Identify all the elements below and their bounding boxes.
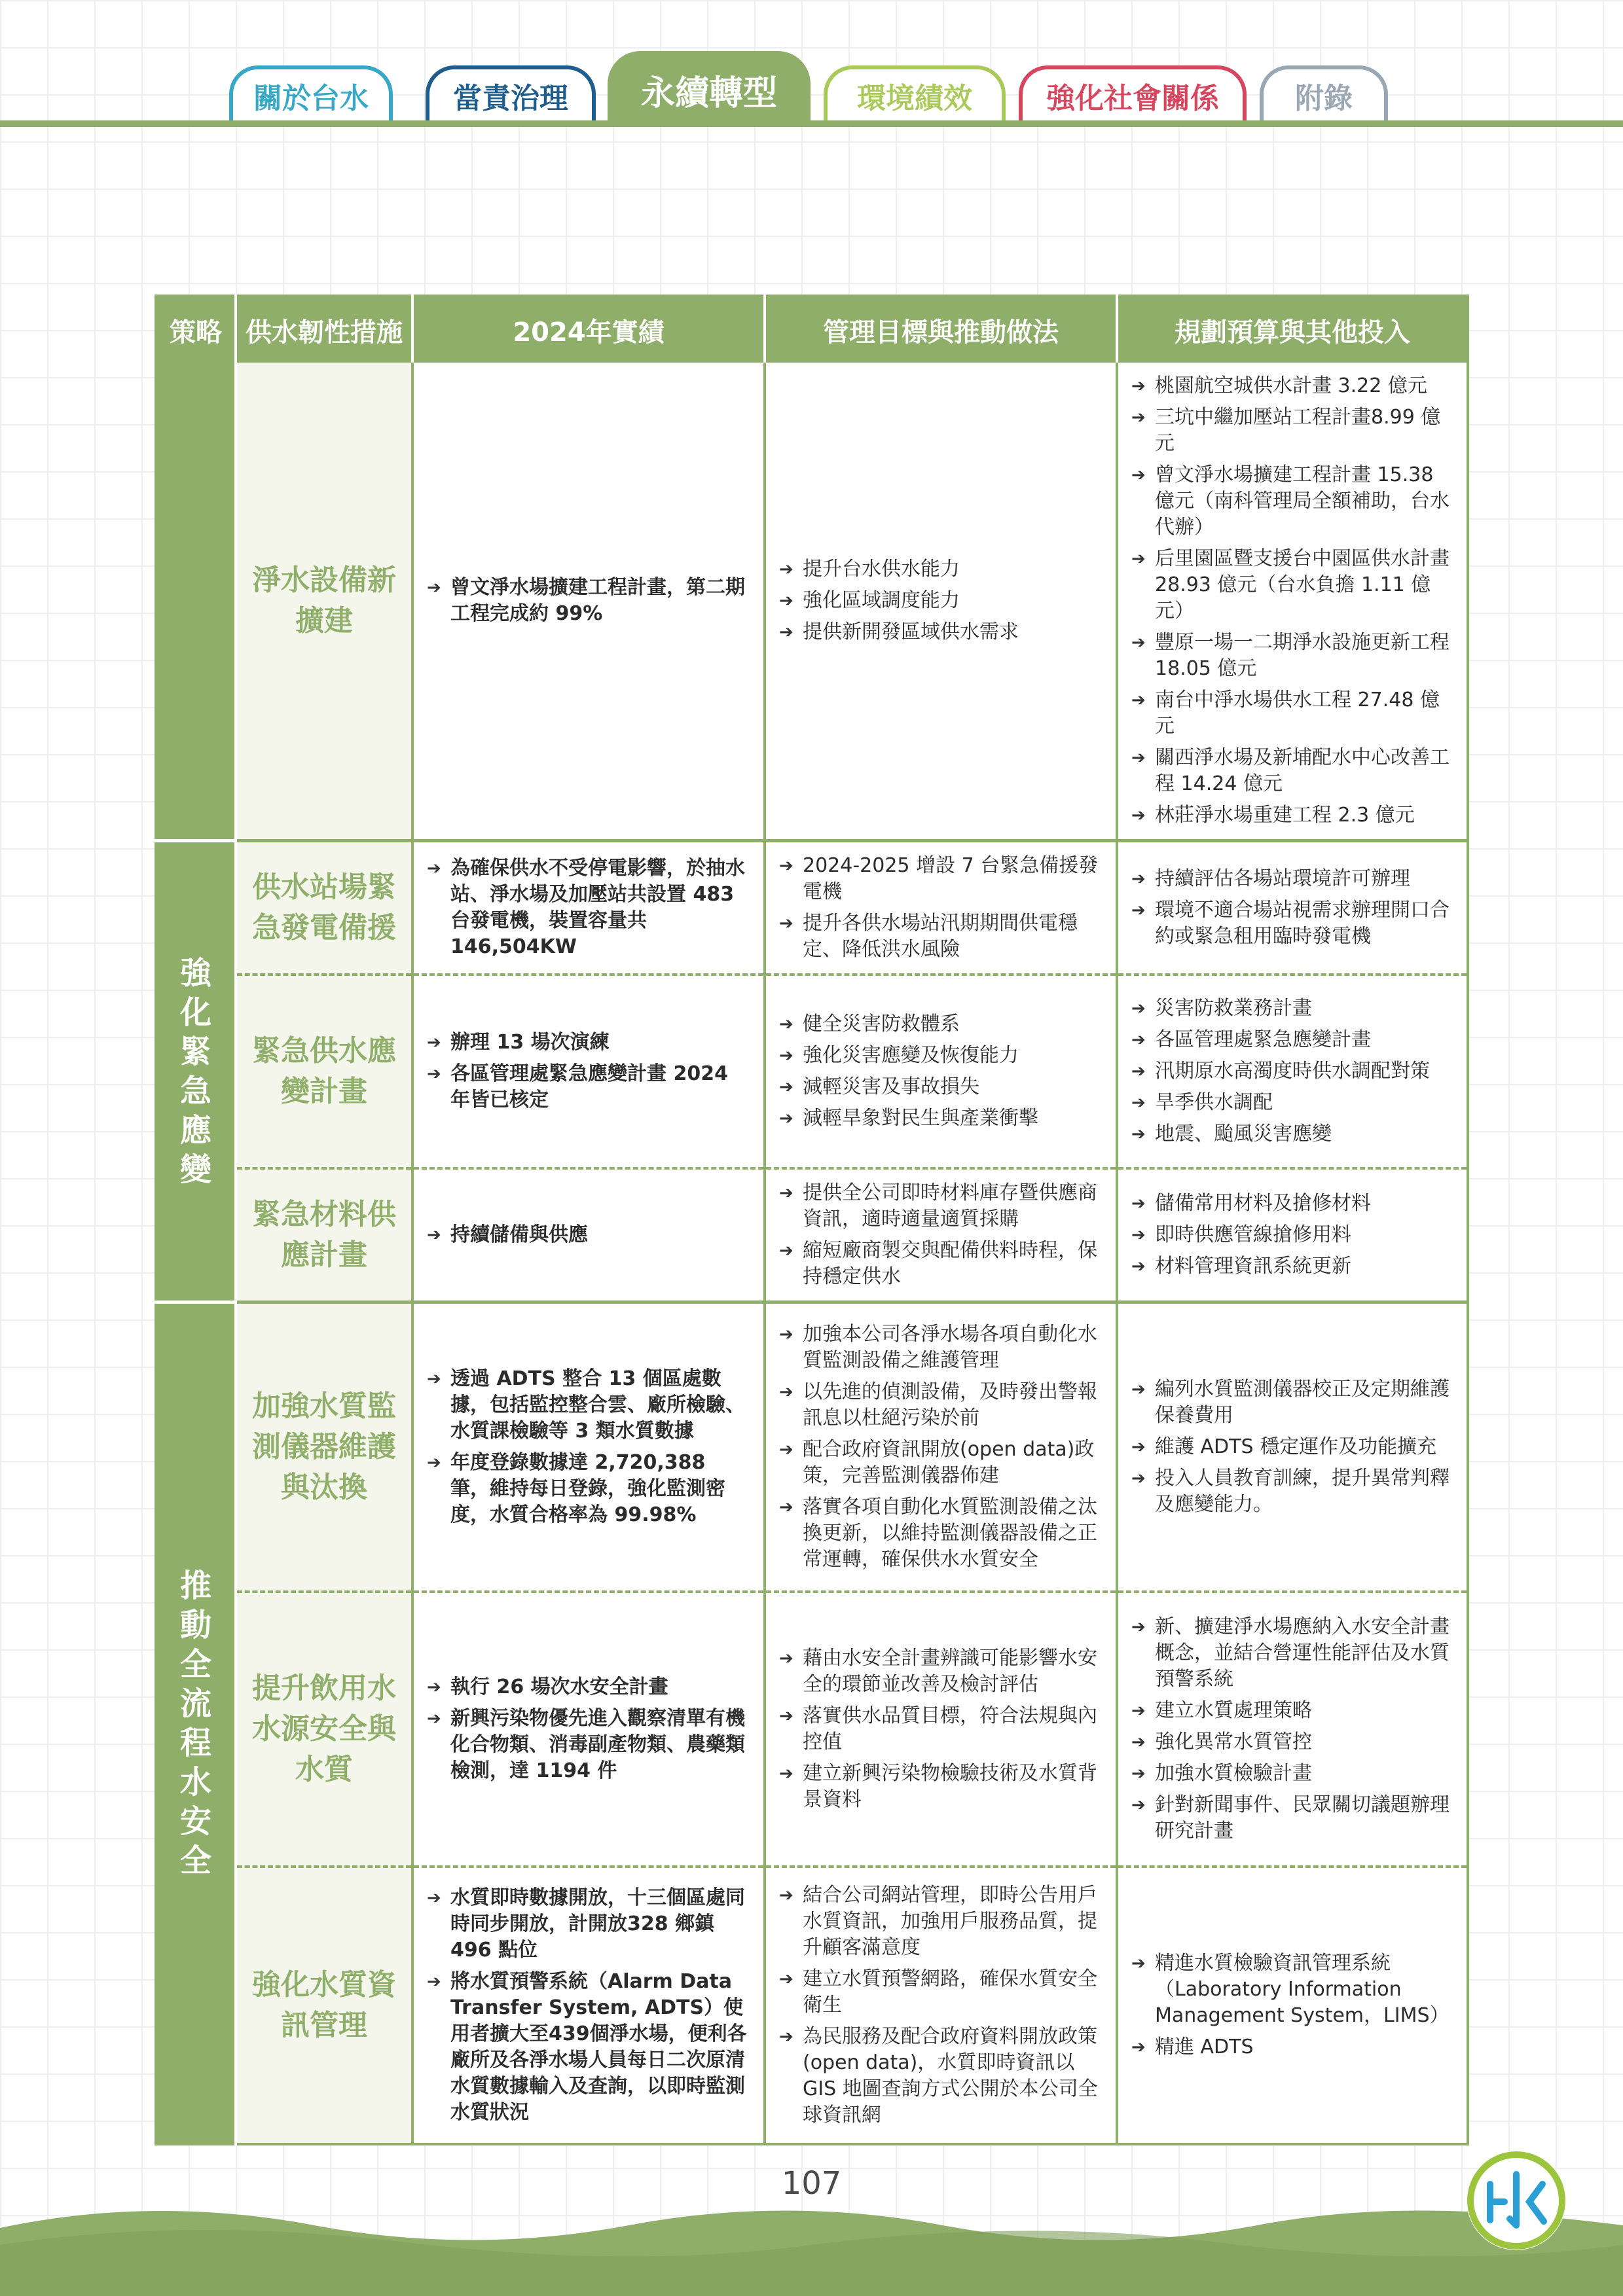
list-item: ➔ 加強本公司各淨水場各項自動化水質監測設備之維護管理	[779, 1321, 1101, 1374]
list-item: ➔ 為民服務及配合政府資料開放政策(open data)，水質即時資訊以 GIS 地圖查詢方式公開於本公司全球資訊網	[779, 2024, 1101, 2128]
goals-cell	[765, 841, 1117, 975]
results-cell	[412, 841, 765, 975]
list-item: ➔ 新、擴建淨水場應納入水安全計畫概念，並結合營運性能評估及水質預警系統	[1131, 1614, 1452, 1693]
goals-list	[779, 1011, 1101, 1132]
list-item: ➔ 強化區域調度能力	[779, 588, 1101, 614]
results-list	[427, 1885, 749, 2126]
goals-list	[779, 556, 1101, 645]
budget-list	[1131, 1614, 1452, 1844]
list-item: ➔ 曾文淨水場擴建工程計畫 15.38 億元（南科管理局全額補助，台水代辦）	[1131, 462, 1452, 541]
results-cell	[412, 1302, 765, 1592]
list-item: ➔ 精進水質檢驗資訊管理系統（Laboratory Information Management System，LIMS）	[1131, 1950, 1452, 2029]
header-measure: 供水韌性措施	[236, 296, 412, 363]
budget-cell	[1117, 1592, 1468, 1867]
budget-cell	[1117, 975, 1468, 1168]
results-cell	[412, 1592, 765, 1867]
list-item: ➔ 豐原一場一二期淨水設施更新工程 18.05 億元	[1131, 630, 1452, 682]
budget-list	[1131, 1950, 1452, 2060]
table-row	[156, 1302, 1468, 1592]
list-item: ➔ 持續儲備與供應	[427, 1222, 749, 1248]
list-item: ➔ 落實各項自動化水質監測設備之汰換更新，以維持監測儀器設備之正常運轉，確保供水水質安全	[779, 1494, 1101, 1573]
list-item: ➔ 南台中淨水場供水工程 27.48 億元	[1131, 687, 1452, 740]
list-item: ➔ 汛期原水高濁度時供水調配對策	[1131, 1058, 1452, 1085]
table-row	[156, 1168, 1468, 1302]
list-item: ➔ 執行 26 場次水安全計畫	[427, 1674, 749, 1700]
list-item: ➔ 強化異常水質管控	[1131, 1729, 1452, 1755]
list-item: ➔ 旱季供水調配	[1131, 1090, 1452, 1116]
header-strategy: 策略	[156, 296, 236, 363]
water-resilience-table	[155, 295, 1469, 2145]
budget-cell	[1117, 1867, 1468, 2144]
company-logo-icon	[1464, 2148, 1569, 2253]
list-item: ➔ 提升各供水場站汛期期間供電穩定、降低洪水風險	[779, 910, 1101, 963]
results-cell	[412, 1168, 765, 1302]
measure-cell: 提升飲用水水源安全與水質	[236, 1592, 412, 1867]
budget-list	[1131, 996, 1452, 1147]
list-item: ➔ 配合政府資訊開放(open data)政策，完善監測儀器佈建	[779, 1437, 1101, 1489]
measure-cell: 緊急材料供應計畫	[236, 1168, 412, 1302]
section-tabs	[0, 0, 1623, 131]
goals-cell	[765, 1302, 1117, 1592]
results-list	[427, 855, 749, 960]
list-item: ➔ 建立水質預警網路，確保水質安全衛生	[779, 1966, 1101, 2018]
measure-cell: 淨水設備新擴建	[236, 363, 412, 841]
list-item: ➔ 透過 ADTS 整合 13 個區處數據，包括監控整合雲、廠所檢驗、水質課檢驗等 3 類水質數據	[427, 1366, 749, 1444]
list-item: ➔ 各區管理處緊急應變計畫 2024 年皆已核定	[427, 1061, 749, 1113]
table-row	[156, 1592, 1468, 1867]
measure-cell: 緊急供水應變計畫	[236, 975, 412, 1168]
budget-list	[1131, 866, 1452, 950]
budget-cell	[1117, 1302, 1468, 1592]
list-item: ➔ 材料管理資訊系統更新	[1131, 1253, 1452, 1280]
header-goals: 管理目標與推動做法	[765, 296, 1117, 363]
goals-cell	[765, 975, 1117, 1168]
list-item: ➔ 為確保供水不受停電影響，於抽水站、淨水場及加壓站共設置 483 台發電機，裝置容量共 146,504KW	[427, 855, 749, 960]
goals-list	[779, 1882, 1101, 2128]
list-item: ➔ 編列水質監測儀器校正及定期維護保養費用	[1131, 1376, 1452, 1429]
budget-cell	[1117, 363, 1468, 841]
tab-sustainability[interactable]: 永續轉型	[608, 51, 811, 124]
list-item: ➔ 環境不適合場站視需求辦理開口合約或緊急租用臨時發電機	[1131, 897, 1452, 950]
goals-list	[779, 1321, 1101, 1573]
list-item: ➔ 地震、颱風災害應變	[1131, 1121, 1452, 1147]
list-item: ➔ 辦理 13 場次演練	[427, 1030, 749, 1056]
tab-environment[interactable]: 環境績效	[824, 65, 1006, 122]
list-item: ➔ 加強水質檢驗計畫	[1131, 1761, 1452, 1787]
list-item: ➔ 三坑中繼加壓站工程計畫8.99 億元	[1131, 404, 1452, 457]
list-item: ➔ 健全災害防救體系	[779, 1011, 1101, 1037]
list-item: ➔ 結合公司網站管理，即時公告用戶水質資訊，加強用戶服務品質，提升顧客滿意度	[779, 1882, 1101, 1961]
budget-list	[1131, 1191, 1452, 1280]
results-list	[427, 1674, 749, 1784]
list-item: ➔ 提供全公司即時材料庫存暨供應商資訊，適時適量適質採購	[779, 1180, 1101, 1232]
measure-cell: 加強水質監測儀器維護與汰換	[236, 1302, 412, 1592]
list-item: ➔ 維護 ADTS 穩定運作及功能擴充	[1131, 1434, 1452, 1460]
results-cell	[412, 975, 765, 1168]
list-item: ➔ 曾文淨水場擴建工程計畫，第二期工程完成約 99%	[427, 575, 749, 627]
page-number: 107	[781, 2165, 842, 2202]
budget-list	[1131, 1376, 1452, 1518]
list-item: ➔ 建立水質處理策略	[1131, 1698, 1452, 1724]
budget-list	[1131, 373, 1452, 829]
header-rule	[0, 120, 1623, 127]
goals-cell	[765, 363, 1117, 841]
strategy-cell-emergency: 強化緊急應變	[156, 841, 236, 1302]
budget-cell	[1117, 841, 1468, 975]
header-results: 2024年實績	[412, 296, 765, 363]
list-item: ➔ 各區管理處緊急應變計畫	[1131, 1027, 1452, 1053]
table-row	[156, 975, 1468, 1168]
list-item: ➔ 2024-2025 增設 7 台緊急備援發電機	[779, 853, 1101, 905]
list-item: ➔ 新興污染物優先進入觀察清單有機化合物類、消毒副產物類、農藥類檢測，達 1194 件	[427, 1706, 749, 1784]
tab-social[interactable]: 強化社會關係	[1019, 65, 1247, 122]
list-item: ➔ 建立新興污染物檢驗技術及水質背景資料	[779, 1761, 1101, 1813]
list-item: ➔ 即時供應管線搶修用料	[1131, 1222, 1452, 1248]
list-item: ➔ 桃園航空城供水計畫 3.22 億元	[1131, 373, 1452, 399]
results-list	[427, 1222, 749, 1248]
table-row	[156, 363, 1468, 841]
goals-list	[779, 853, 1101, 963]
table-header-row	[156, 296, 1468, 363]
goals-list	[779, 1645, 1101, 1813]
list-item: ➔ 減輕旱象對民生與產業衝擊	[779, 1105, 1101, 1132]
tab-appendix[interactable]: 附錄	[1260, 65, 1388, 122]
list-item: ➔ 縮短廠商製交與配備供料時程，保持穩定供水	[779, 1238, 1101, 1290]
results-list	[427, 575, 749, 627]
table-row	[156, 1867, 1468, 2144]
list-item: ➔ 減輕災害及事故損失	[779, 1074, 1101, 1100]
list-item: ➔ 藉由水安全計畫辨識可能影響水安全的環節並改善及檢討評估	[779, 1645, 1101, 1698]
list-item: ➔ 以先進的偵測設備，及時發出警報訊息以杜絕污染於前	[779, 1379, 1101, 1431]
list-item: ➔ 年度登錄數據達 2,720,388 筆，維持每日登錄，強化監測密度，水質合格率為 99.98%	[427, 1450, 749, 1528]
list-item: ➔ 提升台水供水能力	[779, 556, 1101, 583]
list-item: ➔ 投入人員教育訓練，提升異常判釋及應變能力。	[1131, 1465, 1452, 1518]
results-list	[427, 1366, 749, 1528]
strategy-cell-water-safety: 推動全流程水安全	[156, 1302, 236, 2144]
measure-cell: 強化水質資訊管理	[236, 1867, 412, 2144]
list-item: ➔ 持續評估各場站環境許可辦理	[1131, 866, 1452, 892]
results-list	[427, 1030, 749, 1113]
list-item: ➔ 后里園區暨支援台中園區供水計畫 28.93 億元（台水負擔 1.11 億元）	[1131, 546, 1452, 624]
list-item: ➔ 災害防救業務計畫	[1131, 996, 1452, 1022]
list-item: ➔ 提供新開發區域供水需求	[779, 619, 1101, 645]
list-item: ➔ 將水質預警系統（Alarm Data Transfer System, ADTS）使用者擴大至439個淨水場，便利各廠所及各淨水場人員每日二次原清水質數據輸入及查詢，以即時監測水質狀況	[427, 1969, 749, 2126]
list-item: ➔ 林莊淨水場重建工程 2.3 億元	[1131, 802, 1452, 829]
header-budget: 規劃預算與其他投入	[1117, 296, 1468, 363]
list-item: ➔ 水質即時數據開放，十三個區處同時同步開放，計開放328 鄉鎮 496 點位	[427, 1885, 749, 1964]
goals-cell	[765, 1168, 1117, 1302]
tab-about[interactable]: 關於台水	[229, 65, 393, 122]
results-cell	[412, 1867, 765, 2144]
list-item: ➔ 精進 ADTS	[1131, 2034, 1452, 2060]
measure-cell: 供水站場緊急發電備援	[236, 841, 412, 975]
list-item: ➔ 儲備常用材料及搶修材料	[1131, 1191, 1452, 1217]
tab-governance[interactable]: 當責治理	[426, 65, 596, 122]
strategy-cell-empty	[156, 363, 236, 841]
list-item: ➔ 關西淨水場及新埔配水中心改善工程 14.24 億元	[1131, 745, 1452, 797]
budget-cell	[1117, 1168, 1468, 1302]
goals-cell	[765, 1592, 1117, 1867]
list-item: ➔ 針對新聞事件、民眾關切議題辦理研究計畫	[1131, 1792, 1452, 1844]
list-item: ➔ 落實供水品質目標，符合法規與內控值	[779, 1703, 1101, 1755]
results-cell	[412, 363, 765, 841]
list-item: ➔ 強化災害應變及恢復能力	[779, 1043, 1101, 1069]
goals-cell	[765, 1867, 1117, 2144]
footer-wave	[0, 2199, 1623, 2296]
table-row	[156, 841, 1468, 975]
goals-list	[779, 1180, 1101, 1290]
